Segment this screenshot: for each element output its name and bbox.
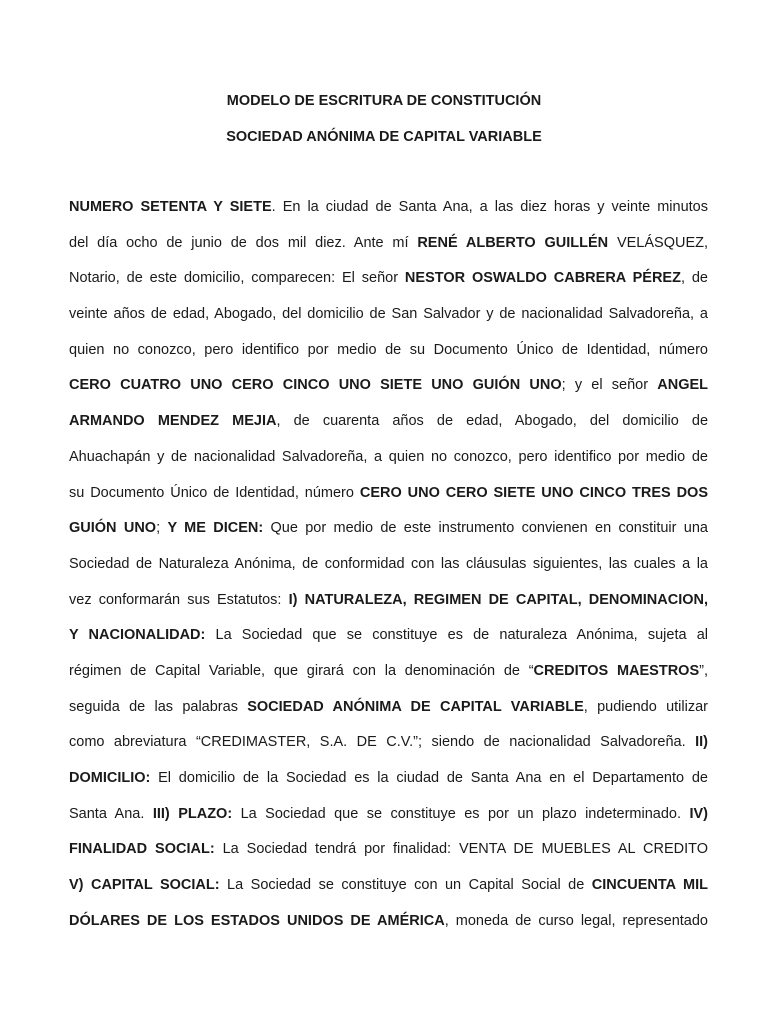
document-title: MODELO DE ESCRITURA DE CONSTITUCIÓN xyxy=(226,93,542,109)
body-text: quien no conozco, pero identifico por medio de su Documento Único de Identidad, número xyxy=(69,341,708,358)
bold-text: IV) xyxy=(689,805,708,822)
bold-text: GUIÓN UNO xyxy=(69,520,157,537)
body-text: como abreviatura “CREDIMASTER, S.A. DE C.V.”; siendo de nacionalidad Salvadoreña. xyxy=(69,734,696,751)
body-text: su Documento Único de Identidad, número xyxy=(69,484,360,501)
body-text: VELÁSQUEZ, xyxy=(608,234,708,251)
body-line xyxy=(69,661,708,697)
body-text: La Sociedad que se constituye es de naturaleza Anónima, sujeta al xyxy=(205,627,708,644)
body-text: Ahuachapán y de nacionalidad Salvadoreña, a quien no conozco, pero identifico por medio de xyxy=(69,448,708,465)
body-line xyxy=(69,411,708,447)
body-text: Santa Ana. xyxy=(69,805,153,822)
bold-text: ANGEL xyxy=(657,377,708,394)
bold-text: DOMICILIO: xyxy=(69,770,151,786)
bold-text: CERO CUATRO UNO CERO CINCO UNO SIETE UNO GUIÓN UNO xyxy=(69,377,562,394)
bold-text: Y NACIONALIDAD: xyxy=(69,627,206,644)
bold-text: III) PLAZO: xyxy=(152,805,233,822)
body-line xyxy=(69,375,708,411)
body-text: ”, xyxy=(699,662,708,679)
body-line xyxy=(69,447,708,483)
body-line xyxy=(69,804,708,840)
body-text: Sociedad de Naturaleza Anónima, de conformidad con las cláusulas siguientes, las cuales a la xyxy=(69,555,708,572)
body-text: Notario, de este domicilio, comparecen: El señor xyxy=(69,270,405,287)
bold-text: NESTOR OSWALDO CABRERA PÉREZ xyxy=(404,270,681,287)
body-text: La Sociedad que se constituye es por un plazo indeterminado. xyxy=(232,805,690,822)
body-text: ; xyxy=(156,520,168,537)
bold-text: FINALIDAD SOCIAL: xyxy=(69,841,215,858)
body-line xyxy=(69,233,708,269)
bold-text: CREDITOS MAESTROS xyxy=(533,662,700,679)
document-body xyxy=(69,197,708,946)
bold-text: CINCUENTA MIL xyxy=(591,877,708,894)
bold-text: V) CAPITAL SOCIAL: xyxy=(69,877,220,894)
body-text: , moneda de curso legal, representado xyxy=(444,912,708,929)
body-text: ; y el señor xyxy=(561,377,658,394)
body-text: El domicilio de la Sociedad es la ciudad de Santa Ana en el Departamento de xyxy=(150,770,708,786)
body-line xyxy=(69,839,708,875)
bold-text: ARMANDO MENDEZ MEJIA xyxy=(69,413,277,430)
body-line xyxy=(69,197,708,233)
body-text: seguida de las palabras xyxy=(69,698,248,715)
body-text: , pudiendo utilizar xyxy=(583,698,708,715)
bold-text: Y ME DICEN: xyxy=(167,520,264,537)
body-line xyxy=(69,697,708,733)
body-line xyxy=(69,625,708,661)
bold-text: CERO UNO CERO SIETE UNO CINCO TRES DOS xyxy=(359,484,708,501)
body-text: , de xyxy=(680,270,708,287)
bold-text: II) xyxy=(695,734,708,751)
body-line xyxy=(69,911,708,947)
document-subtitle: SOCIEDAD ANÓNIMA DE CAPITAL VARIABLE xyxy=(226,129,542,145)
bold-text: SOCIEDAD ANÓNIMA DE CAPITAL VARIABLE xyxy=(247,698,584,715)
body-line xyxy=(69,875,708,911)
body-line xyxy=(69,518,708,554)
body-text: . En la ciudad de Santa Ana, a las diez horas y veinte minutos xyxy=(271,199,708,215)
body-text: La Sociedad se constituye con un Capital Social de xyxy=(219,877,592,894)
body-line xyxy=(69,590,708,626)
body-line xyxy=(69,554,708,590)
bold-text: DÓLARES DE LOS ESTADOS UNIDOS DE AMÉRICA xyxy=(69,912,445,929)
body-text: régimen de Capital Variable, que girará con la denominación de “ xyxy=(69,662,534,679)
body-text: veinte años de edad, Abogado, del domicilio de San Salvador y de nacionalidad Salvadoreña, a xyxy=(69,306,708,323)
body-line xyxy=(69,268,708,304)
body-text: del día ocho de junio de dos mil diez. Ante mí xyxy=(69,234,418,251)
body-text: , de cuarenta años de edad, Abogado, del domicilio de xyxy=(276,413,708,430)
body-text: La Sociedad tendrá por finalidad: VENTA DE MUEBLES AL CREDITO xyxy=(214,841,708,858)
body-line xyxy=(69,732,708,768)
body-line xyxy=(69,768,708,804)
body-line xyxy=(69,304,708,340)
body-line xyxy=(69,483,708,519)
body-line xyxy=(69,340,708,376)
bold-text: I) NATURALEZA, REGIMEN DE CAPITAL, DENOMINACION, xyxy=(288,591,708,608)
bold-text: RENÉ ALBERTO GUILLÉN xyxy=(417,234,609,251)
bold-text: NUMERO SETENTA Y SIETE xyxy=(69,199,272,215)
body-text: vez conformarán sus Estatutos: xyxy=(69,591,289,608)
body-text: Que por medio de este instrumento convienen en constituir una xyxy=(263,520,708,537)
